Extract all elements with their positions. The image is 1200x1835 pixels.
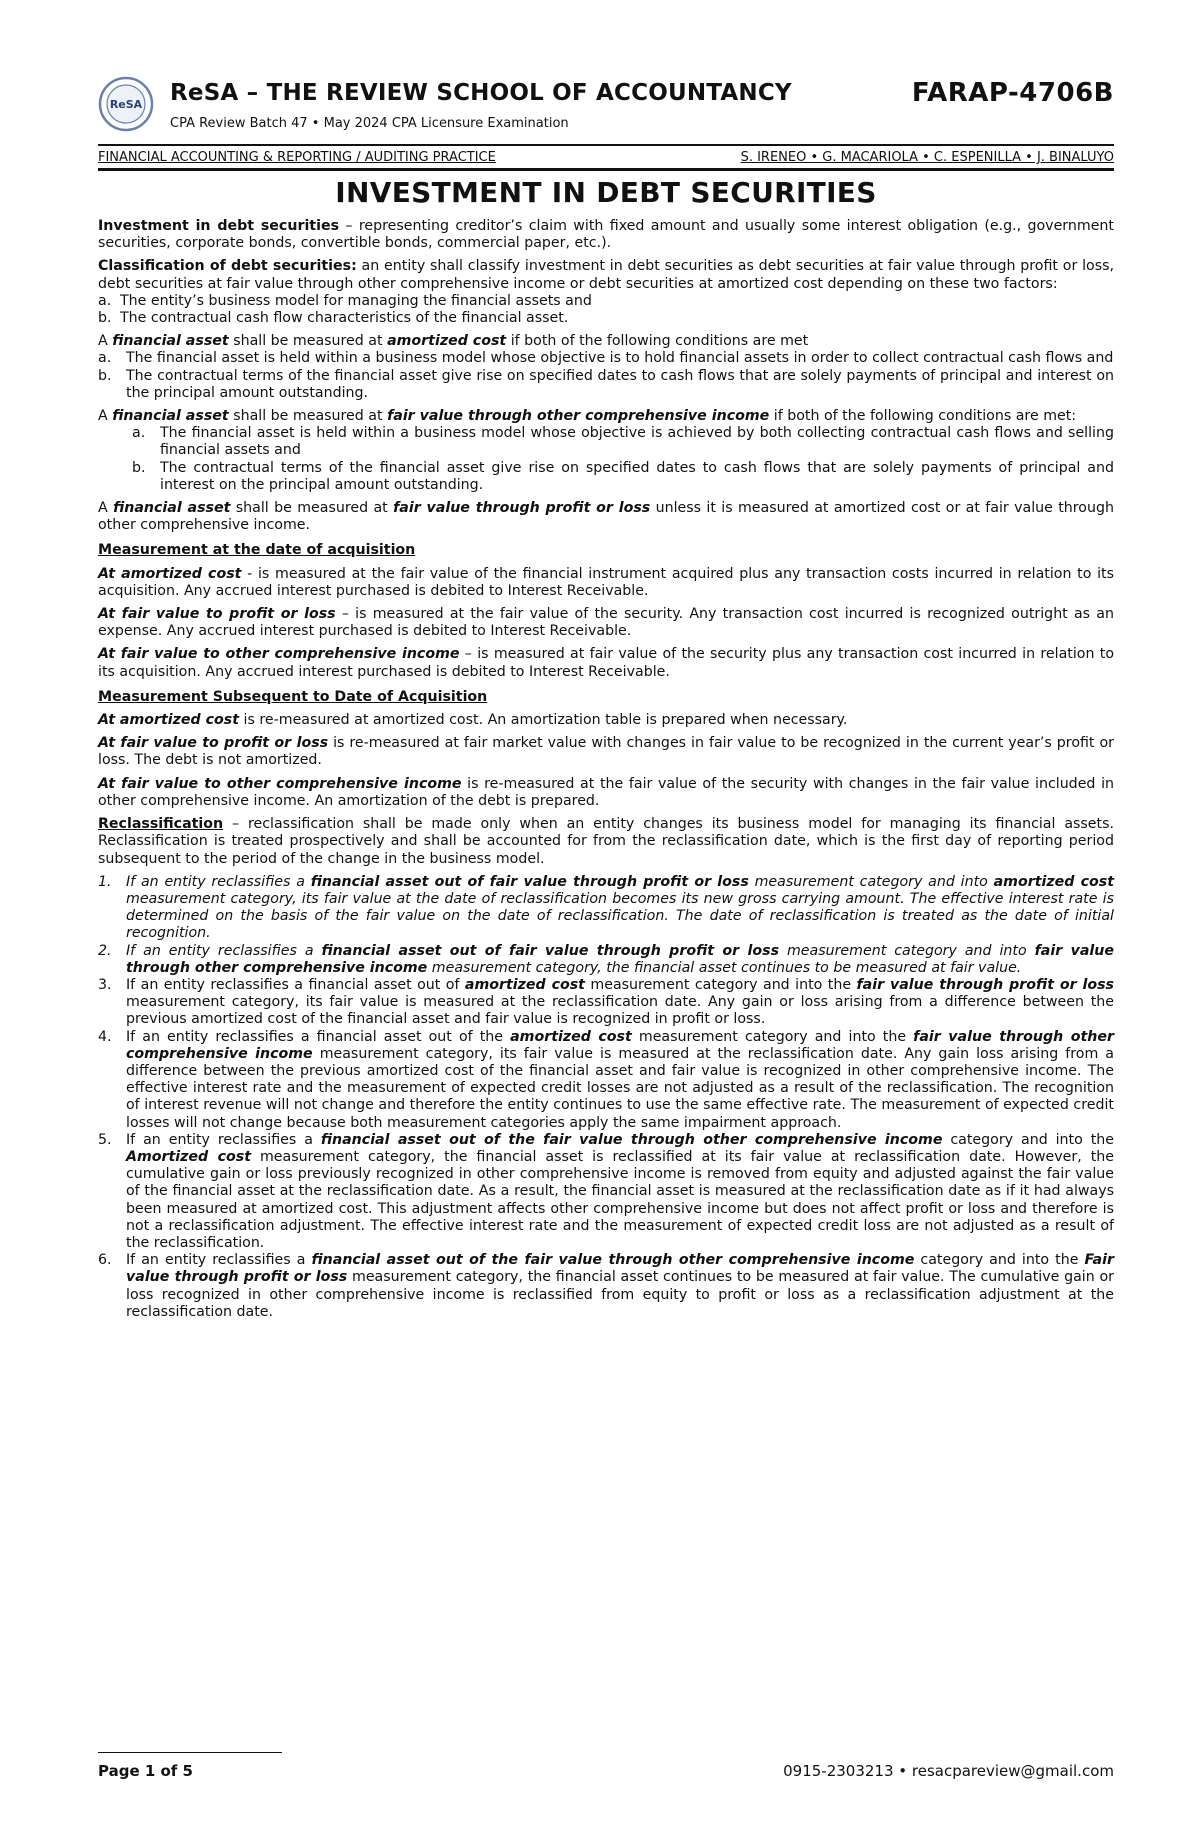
subject-bar [98, 148, 1114, 168]
reclassification-list [98, 874, 1114, 1321]
footer-rule [98, 1752, 282, 1753]
list-item: a. The entity’s business model for managing the financial assets and [98, 292, 592, 309]
amortized-cost-paragraph: A financial asset shall be measured at amortized cost if both of the following conditions are met [98, 333, 809, 350]
page-title: INVESTMENT IN DEBT SECURITIES [335, 176, 877, 209]
batch-info: CPA Review Batch 47 • May 2024 CPA Licensure Examination [170, 116, 569, 131]
contact-info: 0915-2303213 • resacpareview@gmail.com [783, 1762, 1114, 1780]
reclassification-item: 4. If an entity reclassifies a financial asset out of the amortized cost measurement category and into the fair value through other comprehensive income measurement category, its fair value is measured at the reclassification date. Any gain loss arising from a difference between the previous amortized cost of the financial asset and fair value is recognized in other comprehensive income. The effective interest rate and the measurement of expected credit losses are not adjusted as a result of the reclassification. The recognition of interest revenue will not change and therefore the entity continues to use the same effective rate. The measurement of expected credit losses will not change because both measurement categories apply the same impairment approach. [98, 1028, 1114, 1131]
classification-paragraph [98, 258, 1114, 292]
reclassification-item: 2. If an entity reclassifies a financial asset out of fair value through profit or loss measurement category and into fair value through other comprehensive income measurement category, the financial asset continues to be measured at fair value. [98, 942, 1114, 976]
list-item: a. The financial asset is held within a business model whose objective is to hold financial assets in order to collect contractual cash flows and [98, 350, 1114, 367]
acquisition-item: At fair value to other comprehensive income – is measured at fair value of the security plus any transaction cost incurred in relation to its acquisition. Any accrued interest purchased is debited to Interest Receivable. [98, 646, 1114, 680]
svg-text:ReSA: ReSA [109, 98, 143, 111]
subject-label: FINANCIAL ACCOUNTING & REPORTING / AUDITING PRACTICE [98, 150, 496, 165]
acquisition-item: At fair value to profit or loss – is measured at the fair value of the security. Any transaction cost incurred is recognized outright as an expense. Any accrued interest purchased is debited to Interest Receivable. [98, 606, 1114, 640]
document-body [98, 218, 1114, 1321]
header-rule [98, 144, 1114, 146]
reclassification-item: 5. If an entity reclassifies a financial asset out of the fair value through other comprehensive income category and into the Amortized cost measurement category, the financial asset is reclassified at its fair value at reclassification date. However, the cumulative gain or loss previously recognized in other comprehensive income is removed from equity and adjusted against the fair value of the financial asset at the reclassification date. As a result, the financial asset is measured at the reclassification date as if it had always been measured at amortized cost. This adjustment affects other comprehensive income but does not affect profit or loss and therefore is not a reclassification adjustment. The effective interest rate and the measurement of expected credit loss are not adjusted as a result of the reclassification. [98, 1131, 1115, 1251]
fvpl-paragraph: A financial asset shall be measured at fair value through profit or loss unless it is measured at amortized cost or at fair value through other comprehensive income. [98, 500, 1114, 534]
classification-term: Classification of debt securities: [98, 258, 357, 275]
intro-term: Investment in debt securities [98, 218, 340, 234]
reclassification-paragraph: Reclassification – reclassification shall be made only when an entity changes its business model for managing its financial assets. Reclassification is treated prospectively and shall be accounted for from the reclassification date, which is the first day of reporting period subsequent to the period of the change in the business model. [98, 816, 1114, 867]
section-heading-acquisition: Measurement at the date of acquisition [98, 542, 416, 559]
reclassification-item: 3. If an entity reclassifies a financial asset out of amortized cost measurement category and into the fair value through profit or loss measurement category, its fair value is measured at the reclassification date. Any gain or loss arising from a difference between the previous amortized cost of the financial asset and fair value is recognized in profit or loss. [98, 976, 1114, 1028]
reclassification-item: 6. If an entity reclassifies a financial asset out of the fair value through other comprehensive income category and into the Fair value through profit or loss measurement category, the financial asset continues to be measured at fair value. The cumulative gain or loss recognized in other comprehensive income is reclassified from equity to profit or loss as a reclassification adjustment at the reclassification date. [98, 1252, 1114, 1320]
list-item: b. The contractual terms of the financial asset give rise on specified dates to cash flows that are solely payments of principal and interest on the principal amount outstanding. [132, 459, 1114, 493]
subsequent-item: At amortized cost is re-measured at amortized cost. An amortization table is prepared when necessary. [98, 712, 848, 729]
document-code: FARAP-4706B [911, 78, 1114, 108]
resa-logo-seal [98, 76, 154, 132]
authors-label: S. IRENEO • G. MACARIOLA • C. ESPENILLA • J. BINALUYO [740, 150, 1114, 165]
list-item: b. The contractual cash flow characteristics of the financial asset. [98, 310, 569, 327]
classification-text: an entity shall classify investment in debt securities as debt securities at fair value through profit or loss, debt securities at fair value through other comprehensive income or debt securities at amortized cost depending on these two factors: [98, 258, 1114, 292]
section-heading-subsequent: Measurement Subsequent to Date of Acquisition [98, 688, 488, 705]
page-number: Page 1 of 5 [98, 1762, 193, 1780]
header-rule-thick [98, 168, 1114, 171]
document-page [98, 72, 1115, 1320]
fvoci-paragraph: A financial asset shall be measured at fair value through other comprehensive income if both of the following conditions are met: [98, 408, 1077, 425]
subsequent-item: At fair value to profit or loss is re-measured at fair market value with changes in fair value to be recognized in the current year’s profit or loss. The debt is not amortized. [98, 735, 1114, 769]
reclassification-item: 1. If an entity reclassifies a financial asset out of fair value through profit or loss measurement category and into amortized cost measurement category, its fair value at the date of reclassification becomes its new gross carrying amount. The effective interest rate is determined on the basis of the fair value on the date of reclassification. The date of reclassification is treated as the date of initial recognition. [98, 873, 1114, 942]
intro-text: – representing creditor’s claim with fixed amount and usually some interest obligation (e.g., government securities, corporate bonds, convertible bonds, commercial paper, etc.). [98, 218, 1114, 252]
list-item: b. The contractual terms of the financial asset give rise on specified dates to cash flows that are solely payments of principal and interest on the principal amount outstanding. [98, 367, 1114, 401]
intro-paragraph [98, 218, 1114, 252]
school-name: ReSA – THE REVIEW SCHOOL OF ACCOUNTANCY [170, 80, 792, 106]
list-item: a. The financial asset is held within a business model whose objective is achieved by both collecting contractual cash flows and selling financial assets and [132, 425, 1114, 459]
page-header [98, 72, 1114, 165]
subsequent-item: At fair value to other comprehensive income is re-measured at the fair value of the security with changes in the fair value included in other comprehensive income. An amortization of the debt is prepared. [98, 775, 1115, 809]
acquisition-item: At amortized cost - is measured at the fair value of the financial instrument acquired plus any transaction costs incurred in relation to its acquisition. Any accrued interest purchased is debited to Interest Receivable. [98, 565, 1114, 599]
